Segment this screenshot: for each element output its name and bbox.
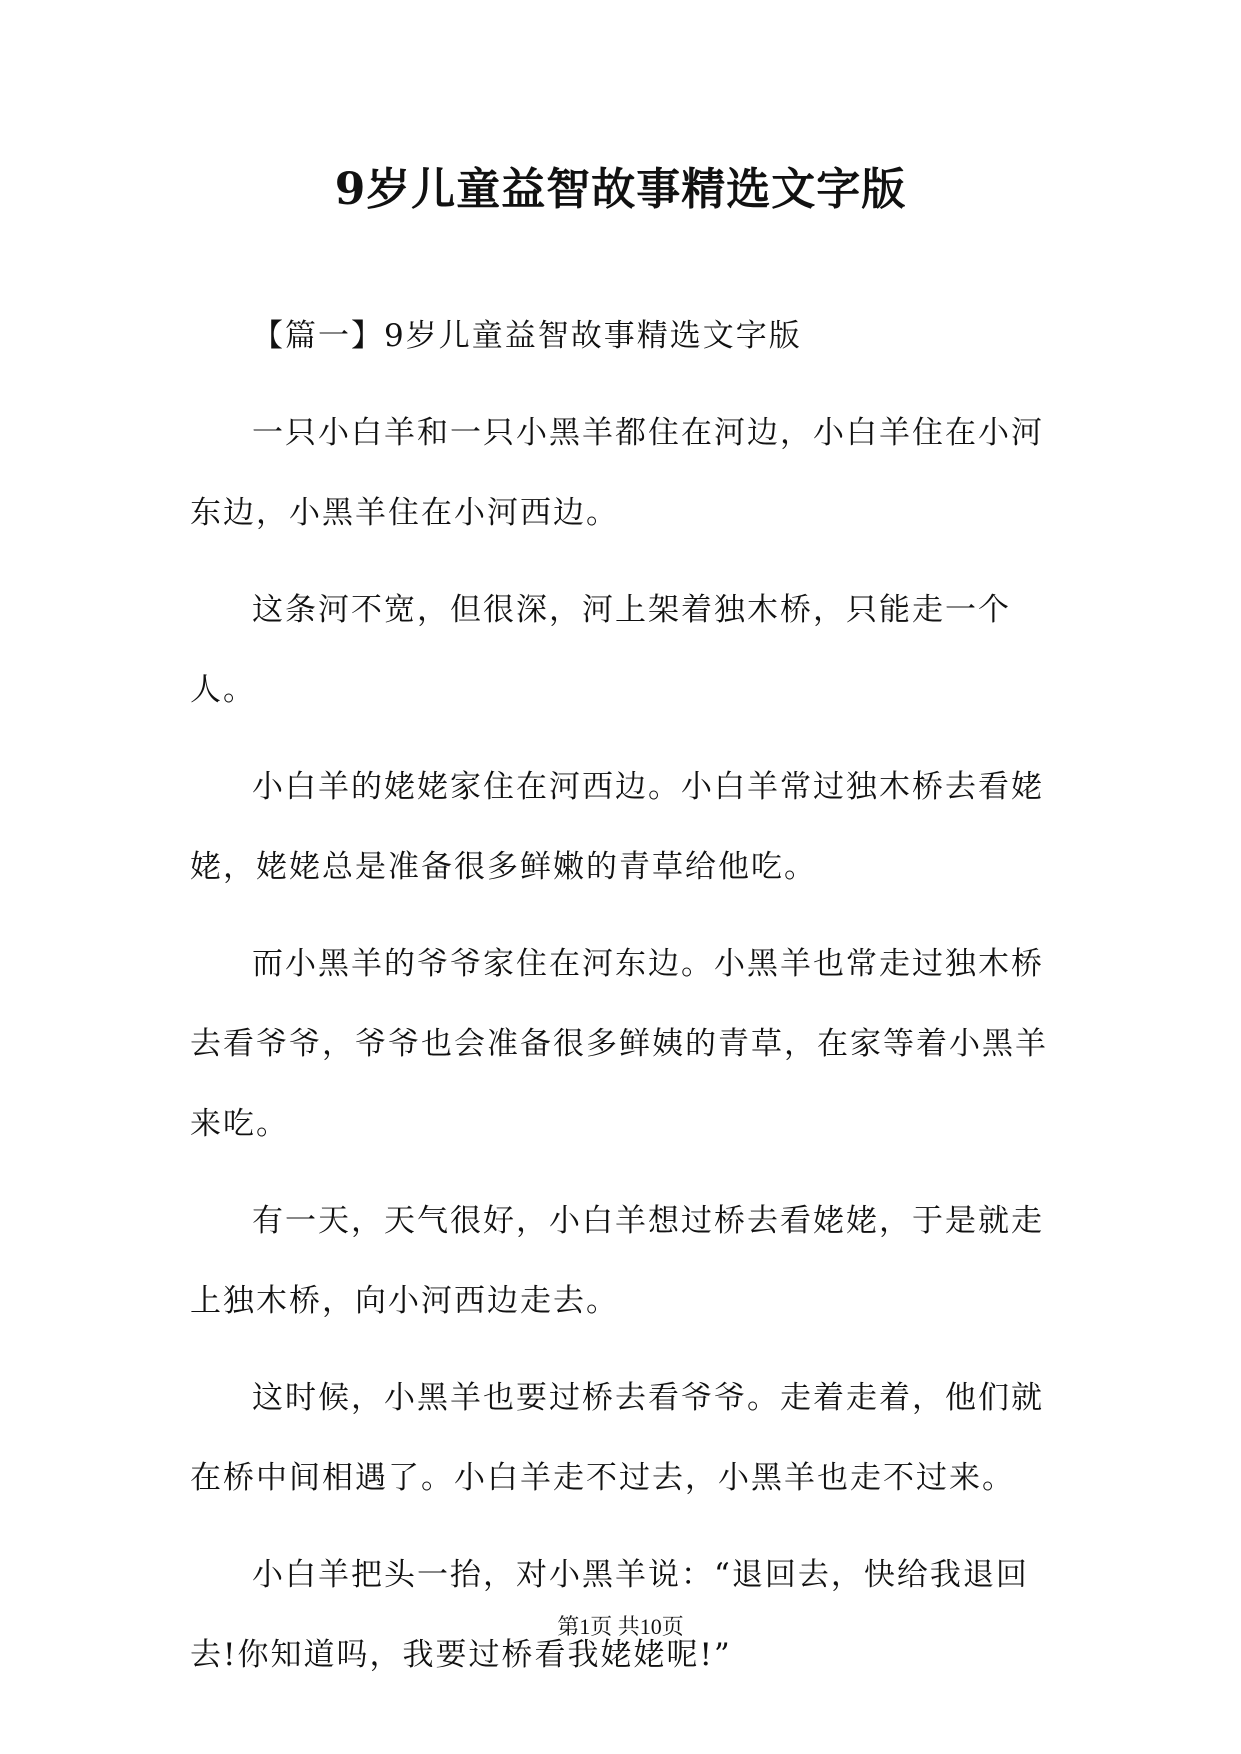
paragraph: 这时候，小黑羊也要过桥去看爷爷。走着走着，他们就在桥中间相遇了。小白羊走不过去，小黑羊也走不过来。 — [190, 1380, 1044, 1496]
paragraph: 小白羊把头一抬，对小黑羊说：“退回去，快给我退回去!你知道吗，我要过桥看我姥姥呢!” — [190, 1557, 1029, 1673]
page-footer: 第1页 共10页 — [557, 1614, 684, 1639]
paragraph: 一只小白羊和一只小黑羊都住在河边，小白羊住在小河东边，小黑羊住在小河西边。 — [190, 415, 1044, 531]
paragraph: 这条河不宽，但很深，河上架着独木桥，只能走一个人。 — [190, 592, 1011, 708]
paragraph: 有一天，天气很好，小白羊想过桥去看姥姥，于是就走上独木桥，向小河西边走去。 — [190, 1203, 1044, 1319]
paragraph: 而小黑羊的爷爷家住在河东边。小黑羊也常走过独木桥去看爷爷，爷爷也会准备很多鲜姨的青草，在家等着小黑羊来吃。 — [190, 946, 1048, 1142]
document-title: 9岁儿童益智故事精选文字版 — [334, 164, 907, 215]
paragraph-heading: 【篇一】9岁儿童益智故事精选文字版 — [252, 318, 802, 354]
paragraph: 小白羊的姥姥家住在河西边。小白羊常过独木桥去看姥姥，姥姥总是准备很多鲜嫩的青草给他吃。 — [190, 769, 1044, 885]
document-body — [190, 296, 1050, 1712]
